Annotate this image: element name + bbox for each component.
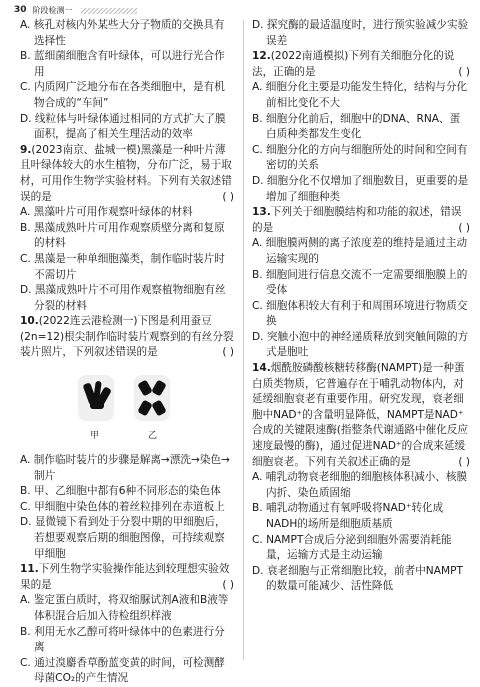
- question-10-option-c: C. 甲细胞中染色体的着丝粒排列在赤道板上: [20, 500, 225, 513]
- question-12-option-d: D. 细胞分化不仅增加了细胞数目，更重要的是增加了细胞种类: [252, 174, 469, 203]
- figure-label-jia: 甲: [90, 431, 100, 442]
- prev-question-option: A. 核孔对核内外某些大分子物质的交换具有选择性: [20, 19, 225, 47]
- answer-paren: ( ): [458, 65, 470, 78]
- header-stripe-decoration: [81, 8, 137, 14]
- page-header: [14, 4, 466, 18]
- mitosis-micrograph-figure: [78, 375, 174, 445]
- question-10-stem: [20, 314, 234, 361]
- question-12-option-b: B. 细胞分化前后，细胞中的DNA、RNA、蛋白质种类都发生变化: [252, 112, 461, 141]
- question-number: 9.: [20, 143, 32, 156]
- right-column: [252, 18, 470, 595]
- question-number: 10.: [20, 315, 39, 328]
- left-column: [20, 18, 234, 687]
- cell-jia-image: [78, 375, 114, 421]
- question-number: 14.: [252, 362, 271, 375]
- question-number: 11.: [20, 563, 39, 576]
- question-9-option-b: B. 黑藻成熟叶片可用作观察质壁分离和复原的材料: [20, 221, 225, 250]
- question-10-option-a: A. 制作临时装片的步骤是解离→漂洗→染色→制片: [20, 454, 230, 482]
- question-9-option-d: D. 黑藻成熟叶片不可用作观察植物细胞有丝分裂的材料: [20, 284, 226, 312]
- question-12-stem: [252, 49, 470, 80]
- column-divider: [243, 20, 244, 660]
- answer-paren: ( ): [222, 346, 234, 359]
- question-text: 下列生物学实验操作能达到较理想实验效果的是: [20, 563, 230, 591]
- question-14-option-b: B. 哺乳动物通过有氧呼吸将NAD⁺转化成NADH的场所是细胞质基质: [252, 502, 444, 530]
- question-13-option-c: C. 细胞体积较大有利于和周围环境进行物质交换: [252, 299, 468, 328]
- question-12-option-c: C. 细胞分化的方向与细胞所处的时间和空间有密切的关系: [252, 143, 468, 172]
- answer-paren: ( ): [222, 190, 234, 203]
- question-9-option-a: A. 黑藻叶片可用作观察叶绿体的材料: [20, 206, 193, 219]
- question-text: (2022南通模拟)下列有关细胞分化的说法，正确的是: [252, 50, 455, 78]
- prev-question-option: C. 内质网广泛地分布在各类细胞中，是有机物合成的“车间”: [20, 81, 225, 109]
- question-14-option-d: D. 衰老细胞与正常细胞比较，前者中NAMPT的数量可能减少、活性降低: [252, 564, 463, 593]
- question-14-stem: [252, 361, 470, 470]
- question-12-option-a: A. 细胞分化主要是功能发生特化，结构与分化前相比变化不大: [252, 81, 468, 109]
- question-13-option-a: A. 细胞膜两侧的离子浓度差的维持是通过主动运输实现的: [252, 237, 468, 265]
- question-9-option-c: C. 黑藻是一种单细胞藻类，制作临时装片时不需切片: [20, 252, 225, 281]
- question-text: 下列关于细胞膜结构和功能的叙述，错误的是: [252, 206, 462, 234]
- prev-question-option: B. 蓝细菌细胞含有叶绿体，可以进行光合作用: [20, 50, 225, 78]
- prev-question-option: D. 线粒体与叶绿体通过相同的方式扩大了膜面积，提高了相关生理活动的效率: [20, 112, 226, 141]
- question-11-stem: [20, 562, 234, 593]
- figure-label-yi: 乙: [148, 431, 158, 442]
- question-11-option-b: B. 利用无水乙醇可将叶绿体中的色素进行分离: [20, 625, 225, 654]
- question-10-option-d: D. 显微镜下看到处于分裂中期的甲细胞后，若想要观察后期的细胞图像，可持续观察甲细胞: [20, 516, 226, 560]
- question-14-option-c: C. NAMPT合成后分泌到细胞外需要消耗能量，运输方式是主动运输: [252, 533, 452, 562]
- question-13-option-b: B. 细胞间进行信息交流不一定需要细胞膜上的受体: [252, 268, 468, 297]
- question-14-option-a: A. 哺乳动物衰老细胞的细胞核体积减小、核膜内折、染色质固缩: [252, 471, 468, 499]
- question-number: 12.: [252, 50, 271, 63]
- cell-yi-image: [134, 375, 170, 421]
- section-title: 阶段检测一: [32, 6, 73, 16]
- question-11-option-c: C. 通过溴麝香草酚蓝变黄的时间，可检测酵母菌CO₂的产生情况: [20, 656, 225, 685]
- answer-paren: ( ): [222, 578, 234, 591]
- answer-paren: ( ): [458, 221, 470, 234]
- question-text: (2022连云港检测一)下图是利用蚕豆(2n=12)根尖制作临时装片观察到的有丝分裂装片照片，下列叙述错误的是: [20, 315, 234, 359]
- question-11-option-a: A. 鉴定蛋白质时，将双缩脲试剂A液和B液等体积混合后加入待检组织样液: [20, 594, 229, 622]
- question-text: (2023南京、盐城一模)黑藻是一种叶片薄且叶绿体较大的水生植物，分布广泛，易于取材，可用作生物学实验材料。下列有关叙述错误的是: [20, 143, 232, 203]
- question-13-stem: [252, 205, 470, 236]
- question-11-option-d: D. 探究酶的最适温度时，进行预实验减少实验误差: [252, 19, 469, 47]
- question-10-option-b: B. 甲、乙细胞中都有6种不同形态的染色体: [20, 485, 221, 498]
- page-number: 30: [14, 5, 27, 16]
- answer-paren: ( ): [458, 455, 470, 468]
- question-number: 13.: [252, 206, 271, 219]
- question-9-stem: [20, 143, 234, 205]
- question-text: 烟酰胺磷酸核糖转移酶(NAMPT)是一种蛋白质类物质，它普遍存在于哺乳动物体内，对延缓细胞衰老有重要作用。研究发现，衰老细胞中NAD⁺的含量明显降低，NAMPT是NAD⁺合成的关键限速酶(指整条代谢通路中催化反应速度最慢的酶)，通过促进NAD⁺的合成来延缓细胞衰老。下列有关叙述正确的是: [252, 362, 469, 468]
- question-13-option-d: D. 突触小泡中的神经递质释放到突触间隙的方式是胞吐: [252, 330, 469, 359]
